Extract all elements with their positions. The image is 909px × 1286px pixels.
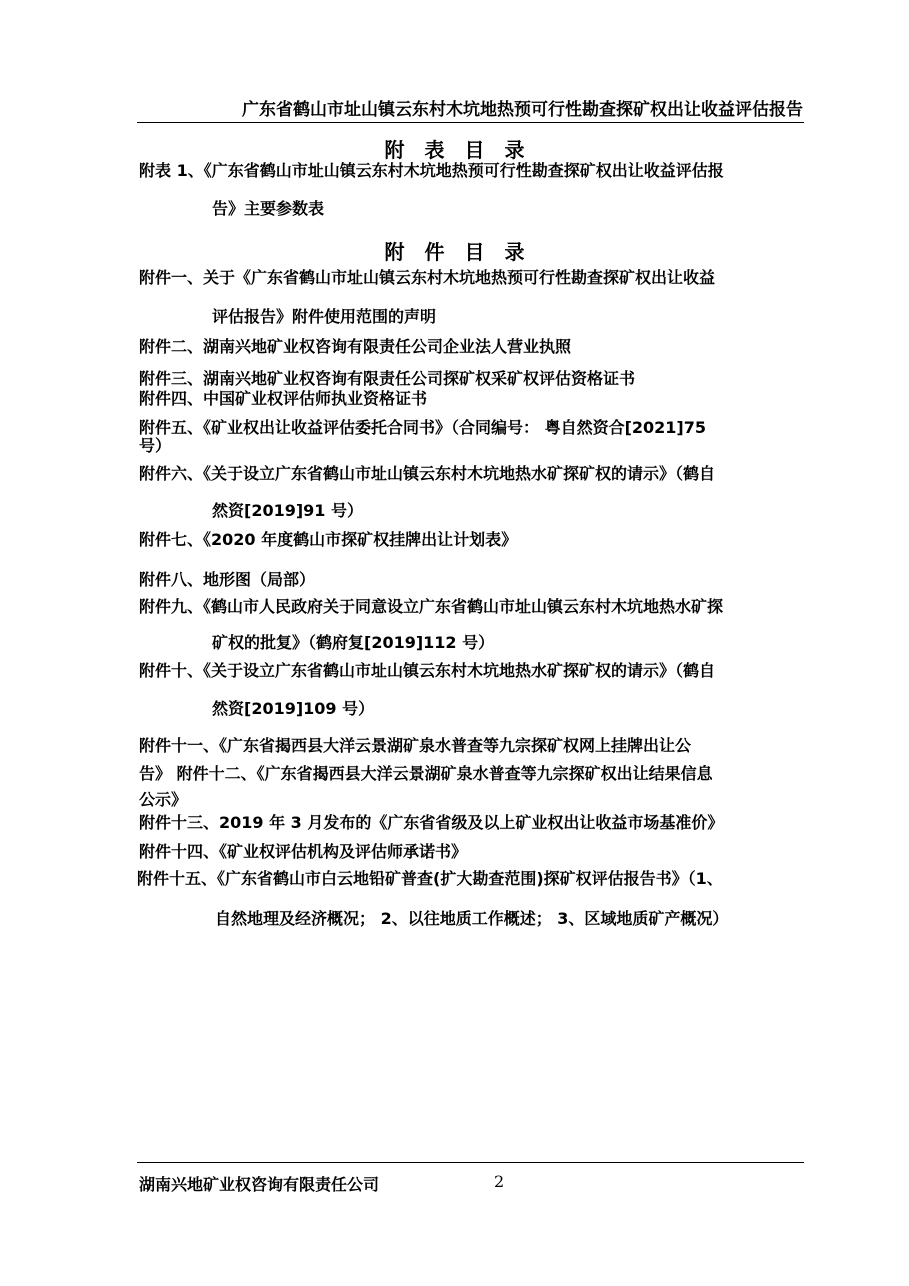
attachment-5-line-2: 号） — [139, 436, 172, 455]
attachment-11-line-1: 附件十一、《广东省揭西县大洋云景湖矿泉水普查等九宗探矿权网上挂牌出让公 — [139, 736, 692, 755]
attachment-12-line-2: 公示》 — [139, 790, 188, 809]
attachment-15-line-2: 自然地理及经济概况； 2、以往地质工作概述； 3、区域地质矿产概况） — [215, 909, 729, 928]
running-header: 广东省鹤山市址山镇云东村木坑地热预可行性勘查探矿权出让收益评估报告 — [242, 100, 803, 120]
attachment-1-line-1: 附件一、关于《广东省鹤山市址山镇云东村木坑地热预可行性勘查探矿权出让收益 — [139, 268, 716, 287]
attachment-10-line-2: 然资[2019]109 号） — [212, 699, 375, 718]
attachment-2: 附件二、湖南兴地矿业权咨询有限责任公司企业法人营业执照 — [139, 337, 572, 356]
footer-company: 湖南兴地矿业权咨询有限责任公司 — [139, 1175, 380, 1194]
attachment-3: 附件三、湖南兴地矿业权咨询有限责任公司探矿权采矿权评估资格证书 — [139, 369, 636, 388]
schedule-item-1-line-1: 附表 1、《广东省鹤山市址山镇云东村木坑地热预可行性勘查探矿权出让收益评估报 — [139, 161, 724, 180]
attachments-heading: 附 件 目 录 — [384, 240, 525, 264]
attachment-4: 附件四、中国矿业权评估师执业资格证书 — [139, 389, 428, 408]
attachment-7: 附件七、《2020 年度鹤山市探矿权挂牌出让计划表》 — [139, 530, 518, 549]
attachment-9-line-2: 矿权的批复》（鹤府复[2019]112 号） — [212, 633, 495, 652]
attachment-14: 附件十四、《矿业权评估机构及评估师承诺书》 — [139, 842, 468, 861]
header-rule — [137, 122, 804, 123]
attachment-6-line-2: 然资[2019]91 号） — [212, 501, 363, 520]
attachment-8: 附件八、地形图（局部） — [139, 570, 316, 589]
attachment-10-line-1: 附件十、《关于设立广东省鹤山市址山镇云东村木坑地热水矿探矿权的请示》（鹤自 — [139, 661, 716, 680]
attachment-11-line-2: 告》 附件十二、《广东省揭西县大洋云景湖矿泉水普查等九宗探矿权出让结果信息 — [139, 764, 713, 783]
schedule-item-1-line-2: 告》主要参数表 — [212, 199, 325, 218]
attachment-6-line-1: 附件六、《关于设立广东省鹤山市址山镇云东村木坑地热水矿探矿权的请示》（鹤自 — [139, 464, 716, 483]
attachment-15-line-1: 附件十五、《广东省鹤山市白云地铅矿普查(扩大勘查范围)探矿权评估报告书》（1、 — [137, 869, 723, 888]
attachment-1-line-2: 评估报告》附件使用范围的声明 — [212, 307, 437, 326]
attachment-5-line-1: 附件五、《矿业权出让收益评估委托合同书》（合同编号： 粤自然资合[2021]75 — [139, 418, 706, 437]
page-number: 2 — [494, 1172, 505, 1191]
attachment-13: 附件十三、2019 年 3 月发布的《广东省省级及以上矿业权出让收益市场基准价》 — [139, 813, 724, 832]
schedule-heading: 附 表 目 录 — [384, 138, 525, 162]
attachment-9-line-1: 附件九、《鹤山市人民政府关于同意设立广东省鹤山市址山镇云东村木坑地热水矿探 — [139, 597, 724, 616]
footer-rule — [137, 1162, 804, 1163]
